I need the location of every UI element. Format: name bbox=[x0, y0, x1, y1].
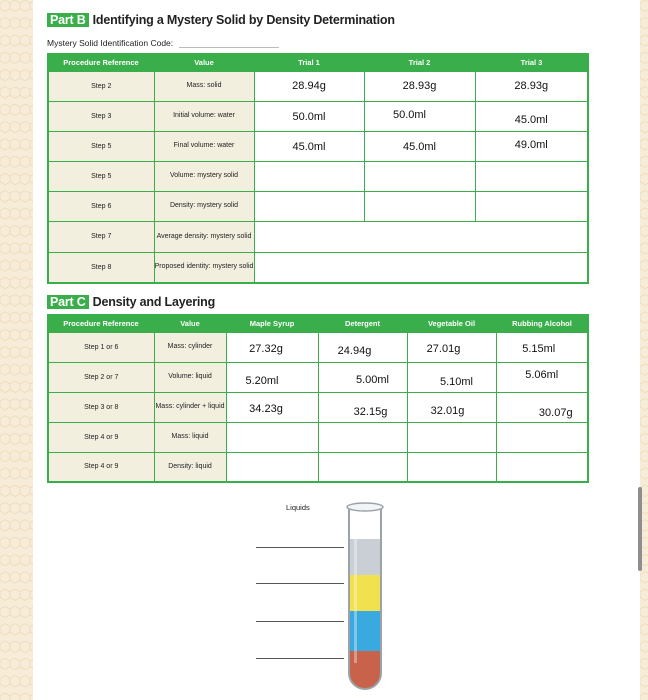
trial-2-entry: 45.0ml bbox=[402, 141, 437, 153]
part-b-title: Identifying a Mystery Solid by Density Determination bbox=[92, 13, 395, 27]
part-c-tag: Part C bbox=[47, 295, 89, 309]
table-row bbox=[48, 101, 588, 131]
trial-1-entry: 28.94g bbox=[292, 80, 326, 93]
trial-2-cell[interactable] bbox=[364, 161, 475, 191]
id-code-field[interactable] bbox=[179, 38, 279, 48]
table-row bbox=[48, 221, 588, 252]
procedure-reference-cell: Step 4 or 9 bbox=[48, 422, 154, 452]
rubbing-alcohol-entry: 30.07g bbox=[538, 407, 573, 419]
table-row bbox=[48, 131, 588, 161]
trial-3-entry: 28.93g bbox=[514, 80, 549, 93]
detergent-cell[interactable] bbox=[318, 362, 407, 392]
header-value: Value bbox=[154, 54, 254, 71]
header-trial-3: Trial 3 bbox=[475, 54, 588, 71]
procedure-reference-cell: Step 7 bbox=[48, 221, 154, 252]
trial-1-cell[interactable] bbox=[254, 131, 364, 161]
trial-1-cell[interactable] bbox=[254, 101, 364, 131]
trial-3-cell[interactable] bbox=[475, 101, 588, 131]
maple-syrup-entry: 34.23g bbox=[249, 403, 283, 415]
table-row bbox=[48, 422, 588, 452]
mystery-solid-id-code bbox=[47, 38, 279, 48]
value-label-cell: Density: liquid bbox=[154, 452, 226, 482]
rubbing-alcohol-entry: 5.15ml bbox=[522, 343, 556, 356]
tube-layer-clear bbox=[349, 539, 381, 575]
trial-2-cell[interactable] bbox=[364, 71, 475, 101]
layer-label-line-4[interactable] bbox=[256, 658, 344, 659]
trial-2-cell[interactable] bbox=[364, 191, 475, 221]
trial-1-cell[interactable] bbox=[254, 161, 364, 191]
vegetable-oil-entry: 5.10ml bbox=[439, 376, 474, 388]
value-label-cell: Mass: cylinder bbox=[154, 332, 226, 362]
value-label-cell: Proposed identity: mystery solid bbox=[154, 252, 254, 283]
trial-1-entry: 50.0ml bbox=[292, 111, 326, 123]
procedure-reference-cell: Step 5 bbox=[48, 161, 154, 191]
header-rubbing-alcohol: Rubbing Alcohol bbox=[496, 315, 588, 332]
trial-3-cell[interactable] bbox=[475, 161, 588, 191]
table-row bbox=[48, 392, 588, 422]
detergent-cell[interactable] bbox=[318, 332, 407, 362]
trial-2-entry: 50.0ml bbox=[392, 109, 427, 121]
trial-1-entry: 45.0ml bbox=[292, 141, 326, 153]
detergent-cell[interactable] bbox=[318, 422, 407, 452]
table-row bbox=[48, 452, 588, 482]
value-label-cell: Mass: liquid bbox=[154, 422, 226, 452]
header-procedure-reference: Procedure Reference bbox=[48, 315, 154, 332]
vegetable-oil-entry: 27.01g bbox=[426, 343, 461, 356]
average-density-cell[interactable] bbox=[254, 221, 588, 252]
rubbing-alcohol-cell[interactable] bbox=[496, 422, 588, 452]
scrollbar-thumb[interactable] bbox=[638, 487, 642, 571]
value-label-cell: Density: mystery solid bbox=[154, 191, 254, 221]
procedure-reference-cell: Step 2 or 7 bbox=[48, 362, 154, 392]
detergent-entry: 5.00ml bbox=[355, 374, 390, 386]
vegetable-oil-cell[interactable] bbox=[407, 362, 496, 392]
maple-syrup-cell[interactable] bbox=[226, 392, 318, 422]
trial-1-cell[interactable] bbox=[254, 191, 364, 221]
rubbing-alcohol-cell[interactable] bbox=[496, 332, 588, 362]
table-row bbox=[48, 362, 588, 392]
detergent-cell[interactable] bbox=[318, 392, 407, 422]
maple-syrup-entry: 27.32g bbox=[249, 343, 283, 356]
rubbing-alcohol-entry: 5.06ml bbox=[525, 369, 559, 381]
maple-syrup-entry: 5.20ml bbox=[245, 375, 279, 387]
vegetable-oil-cell[interactable] bbox=[407, 452, 496, 482]
maple-syrup-cell[interactable] bbox=[226, 452, 318, 482]
part-c-title: Density and Layering bbox=[92, 295, 216, 309]
trial-1-cell[interactable] bbox=[254, 71, 364, 101]
tube-layer-blue bbox=[349, 611, 381, 651]
table-row bbox=[48, 71, 588, 101]
rubbing-alcohol-cell[interactable] bbox=[496, 362, 588, 392]
part-c-table bbox=[47, 314, 589, 483]
detergent-cell[interactable] bbox=[318, 452, 407, 482]
proposed-identity-cell[interactable] bbox=[254, 252, 588, 283]
header-value: Value bbox=[154, 315, 226, 332]
trial-2-cell[interactable] bbox=[364, 131, 475, 161]
header-trial-1: Trial 1 bbox=[254, 54, 364, 71]
part-c-heading bbox=[47, 295, 215, 309]
trial-3-entry: 45.0ml bbox=[514, 114, 548, 126]
table-row bbox=[48, 191, 588, 221]
tube-layer-top bbox=[349, 509, 381, 539]
part-b-heading bbox=[47, 13, 395, 27]
vegetable-oil-cell[interactable] bbox=[407, 422, 496, 452]
trial-3-entry: 49.0ml bbox=[514, 139, 548, 151]
procedure-reference-cell: Step 8 bbox=[48, 252, 154, 283]
vegetable-oil-cell[interactable] bbox=[407, 332, 496, 362]
value-label-cell: Final volume: water bbox=[154, 131, 254, 161]
header-procedure-reference: Procedure Reference bbox=[48, 54, 154, 71]
maple-syrup-cell[interactable] bbox=[226, 332, 318, 362]
layer-label-line-2[interactable] bbox=[256, 583, 344, 584]
layer-label-line-3[interactable] bbox=[256, 621, 344, 622]
value-label-cell: Initial volume: water bbox=[154, 101, 254, 131]
value-label-cell: Mass: cylinder + liquid bbox=[154, 392, 226, 422]
procedure-reference-cell: Step 4 or 9 bbox=[48, 452, 154, 482]
value-label-cell: Mass: solid bbox=[154, 71, 254, 101]
id-code-label: Mystery Solid Identification Code: bbox=[47, 38, 174, 48]
layer-label-line-1[interactable] bbox=[256, 547, 344, 548]
trial-3-cell[interactable] bbox=[475, 191, 588, 221]
vegetable-oil-entry: 32.01g bbox=[430, 405, 465, 417]
procedure-reference-cell: Step 1 or 6 bbox=[48, 332, 154, 362]
value-label-cell: Volume: liquid bbox=[154, 362, 226, 392]
trial-3-cell[interactable] bbox=[475, 131, 588, 161]
trial-2-cell[interactable] bbox=[364, 101, 475, 131]
maple-syrup-cell[interactable] bbox=[226, 362, 318, 392]
procedure-reference-cell: Step 3 or 8 bbox=[48, 392, 154, 422]
tube-layer-yellow bbox=[349, 575, 381, 611]
table-row bbox=[48, 161, 588, 191]
value-label-cell: Average density: mystery solid bbox=[154, 221, 254, 252]
procedure-reference-cell: Step 6 bbox=[48, 191, 154, 221]
rubbing-alcohol-cell[interactable] bbox=[496, 452, 588, 482]
procedure-reference-cell: Step 3 bbox=[48, 101, 154, 131]
header-maple-syrup: Maple Syrup bbox=[226, 315, 318, 332]
trial-2-entry: 28.93g bbox=[402, 80, 437, 93]
detergent-entry: 32.15g bbox=[353, 406, 388, 418]
vegetable-oil-cell[interactable] bbox=[407, 392, 496, 422]
procedure-reference-cell: Step 2 bbox=[48, 71, 154, 101]
liquids-label: Liquids bbox=[286, 503, 310, 512]
header-vegetable-oil: Vegetable Oil bbox=[407, 315, 496, 332]
trial-3-cell[interactable] bbox=[475, 71, 588, 101]
header-detergent: Detergent bbox=[318, 315, 407, 332]
test-tube-illustration bbox=[340, 495, 390, 698]
header-trial-2: Trial 2 bbox=[364, 54, 475, 71]
table-row bbox=[48, 332, 588, 362]
detergent-entry: 24.94g bbox=[337, 345, 372, 358]
value-label-cell: Volume: mystery solid bbox=[154, 161, 254, 191]
rubbing-alcohol-cell[interactable] bbox=[496, 392, 588, 422]
maple-syrup-cell[interactable] bbox=[226, 422, 318, 452]
part-b-tag: Part B bbox=[47, 13, 89, 27]
procedure-reference-cell: Step 5 bbox=[48, 131, 154, 161]
table-row bbox=[48, 252, 588, 283]
part-b-table bbox=[47, 53, 589, 284]
